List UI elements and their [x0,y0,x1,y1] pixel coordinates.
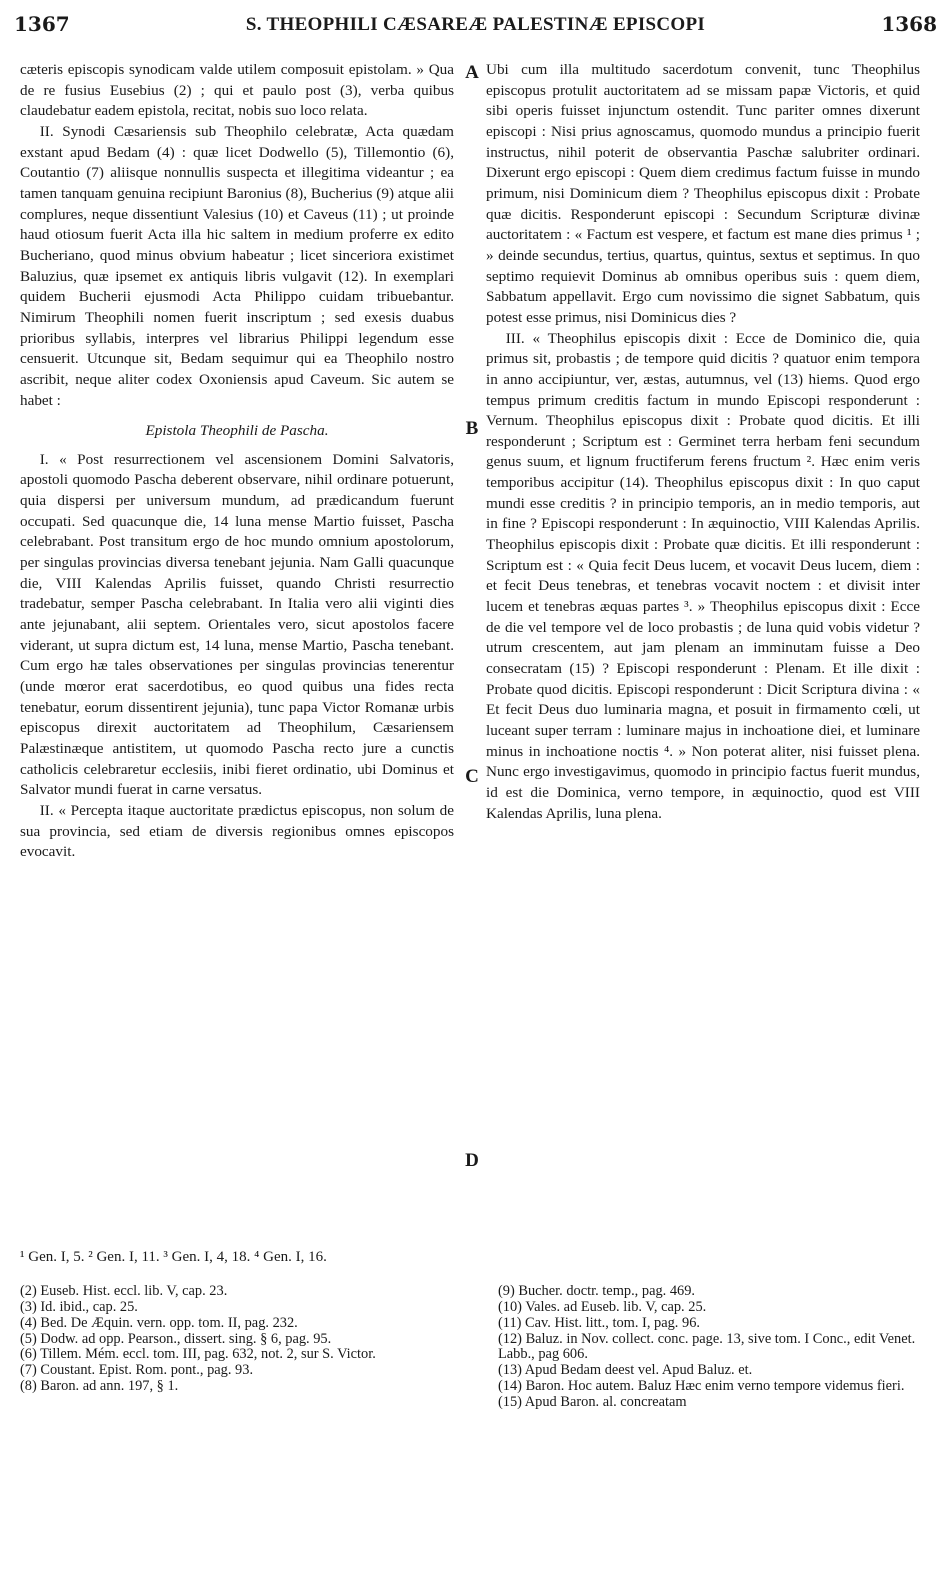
note-item: (13) Apud Bedam deest vel. Apud Baluz. et. [498,1362,753,1379]
page-number-left: 1367 [14,12,70,36]
note-item: (7) Coustant. Epist. Rom. pont., pag. 93. [20,1362,254,1379]
page-number-right: 1368 [881,12,937,36]
note-item: (4) Bed. De Æquin. vern. opp. tom. II, pag. 232. [20,1314,298,1331]
note-item: (10) Vales. ad Euseb. lib. V, cap. 25. [498,1298,707,1315]
note-item: (12) Baluz. in Nov. collect. conc. page. 13, sive tom. I Conc., edit Venet. Labb., pag 606. [498,1330,916,1363]
running-title: S. THEOPHILI CÆSAREÆ PALESTINÆ EPISCOPI [245,14,706,35]
note-item: (15) Apud Baron. al. concreatam [498,1393,687,1410]
margin-marker-d: D [465,1150,479,1171]
left-paragraph-3: I. « Post resurrectionem vel ascensionem Domini Salvatoris, apostoli quomodo Pascha deberent observare, nihil ordinare potuerunt, quia dispersi per universum mundum, ad prædicandum fuerunt occupati. Sed quacunque die, 14 luna mense Martio fuisset, Pascha celebrabant. Post transitum ergo de hoc mundo omnium apostolorum, per singulas provincias diversa tenebant jejunia. Nam Galli quacunque die, VIII Kalendas Aprilis fuisset, quando Christi resurrectio tradebatur, semper Pascha celebrabant. In Italia vero alii viginti dies ante jejunabant, alii septem. Orientales vero, sicut apostolos facere viderant, ut supra dictum est, 14 luna, mense Martio, Pascha tenebant. Cum ergo hæ tales observationes per singulas provincias tenerentur (unde mœror erat sacerdotibus, eo quod quibus una fides recta tenebatur, eorum dissentirent jejunia), tunc papa Victor Romanæ urbis episcopus direxit auctoritatem ad Theophilum, Cæsariensem Palæstinæque antistitem, ut quomodo Pascha recto jure a cunctis catholicis celebraretur ecclesiis, inibi fieret ordinatio, ubi Dominus et Salvator mundi fuerat in carne versatus. [20,450,454,799]
margin-marker-a: A [465,62,479,83]
left-paragraph-1: cæteris episcopis synodicam valde utilem composuit epistolam. » Qua de re fusius Eusebius (2) ; qui et paulo post (3), verba quibus claudebatur eadem epistola, recitat, nobis suo loco relata. [20,61,454,120]
left-paragraph-4: II. « Percepta itaque auctoritate prædictus episcopus, non solum de sua provincia, sed etiam de diversis regionibus omnes episcopos evocavit. [20,801,454,861]
left-paragraph-2: II. Synodi Cæsariensis sub Theophilo celebratæ, Acta quædam exstant apud Bedam (4) : quæ licet Dodwello (5), Tillemontio (6), Coutantio (7) aliisque nonnullis suspecta et illegitima videantur ; ea tamen tanquam genuina recipiunt Baronius (8), Bucherius (9) atque alii complures, neque dissentiunt Valesius (10) et Caveus (11) ; ut proinde haud otiosum fuerit Acta illa hic saltem in medium proferre ex edito Bucheriano, quod minus obvium habeatur ; licet sinceriora existimet Baluzius, quæ ipsemet ex antiquis libris vulgavit (12). In exemplari quidem Bucherii ejusmodi Acta Philippo cuidam tribuebantur. Nimirum Theophili nomen fuerit inscriptum ; sed exesis duabus prioribus syllabis, interpres vel librarius Philippi legendum esse censuerit. Utcunque sit, Bedam sequimur qui ea Theophilo nostro ascribit, neque aliter codex Oxoniensis apud Caveum. Sic autem se habet : [20,122,454,409]
right-paragraph-2: III. « Theophilus episcopis dixit : Ecce de Dominico die, quia primus sit, probastis ; de tempore quid dicitis ? quatuor enim tempora in anno accipiuntur, ver, æstas, autumnus, vel (13) hiems. Quod ergo tempus primum creditis factum in mundo Episcopi responderunt : Vernum. Theophilus episcopus dixit : Probate quod dicitis. Et illi responderunt ; Scriptum est : Germinet terra herbam feni secundum genus suum, et lignum fructiferum ferens fructum ². Hæc enim veris temporibus accipitur (14). Theophilus episcopus dixit : In quo caput mundi esse creditis ? in principio temporis, an in medio temporis, aut in fine ? Episcopi responderunt : In æquinoctio, VIII Kalendas Aprilis. Theophilus episcopis dixit : Probate quæ dicitis. Et illi responderunt : Scriptum est : « Quia fecit Deus lucem, et vocavit Deus lucem, diem : et fecit Deus tenebras, et tenebras vocavit noctem : et divisit inter lucem et tenebras æquas partes ³. » Theophilus episcopus dixit : Ecce de die vel tempore vel de loco probastis ; de luna quid vobis videtur ? utrum crescentem, aut jam plenam an imminutam fuisse a Deo consecratam (15) ? Episcopi responderunt : Plenam. Et ille dixit : Probate quod dicitis. Episcopi responderunt : Dicit Scriptura divina : « Et fecit Deus duo luminaria magna, et posuit in firmamento cœli, ut luceant super terram : luminare majus in inchoatione diei, et luminare minus in inchoatione noctis ⁴. » Non poterat aliter, nisi fuisset plena. Nunc ergo investigavimus, quomodo in principio factus fuerit mundus, id est die Dominica, verno tempore, in æquinoctio, quod est VIII Kalendas Aprilis, luna plena. [486,329,920,822]
notes-right [498,1284,938,1411]
section-title: Epistola Theophili de Pascha. [145,422,329,440]
note-item: (2) Euseb. Hist. eccl. lib. V, cap. 23. [20,1283,228,1299]
note-item: (14) Baron. Hoc autem. Baluz Hæc enim verno tempore videmus fieri. [498,1378,905,1395]
notes-left [20,1284,460,1395]
note-item: (5) Dodw. ad opp. Pearson., dissert. sing. § 6, pag. 95. [20,1330,332,1347]
note-item: (9) Bucher. doctr. temp., pag. 469. [498,1283,696,1299]
margin-marker-c: C [465,766,479,787]
right-column [486,60,920,1240]
left-column [20,60,454,1240]
note-item: (11) Cav. Hist. litt., tom. I, pag. 96. [498,1314,700,1331]
scripture-references: ¹ Gen. I, 5. ² Gen. I, 11. ³ Gen. I, 4, 18. ⁴ Gen. I, 16. [20,1249,327,1265]
running-header [0,10,951,42]
note-item: (8) Baron. ad ann. 197, § 1. [20,1378,179,1395]
right-paragraph-1: Ubi cum illa multitudo sacerdotum convenit, tunc Theophilus episcopus protulit auctoritatem ad se missam papæ Victoris, et quid sibi operis fuisset injunctum ostendit. Tunc pariter omnes dixerunt episcopi : Nisi prius agnoscamus, quomodo mundus a principio fuerit instructus, nihil poterit de observantia Paschæ salubriter ordinari. Dixerunt ergo episcopi : Quem diem credimus factum fuisse in mundo primum, nisi Dominicum diem ? Theophilus episcopus dixit : Probate quæ dicitis. Responderunt episcopi : Secundum Scripturæ divinæ auctoritatem : « Factum est vespere, et factum est mane dies primus ¹ ; » deinde secundus, tertius, quartus, quintus, sextus et septimus. In quo septimo requievit Dominus ab omnibus operibus suis : quem diem, Sabbatum appellavit. Ergo cum novissimo die signet Sabbatum, quis potest esse primus, nisi Dominicus dies ? [486,61,920,326]
note-item: (6) Tillem. Mém. eccl. tom. III, pag. 632, not. 2, sur S. Victor. [20,1346,376,1363]
margin-marker-b: B [465,418,479,439]
note-item: (3) Id. ibid., cap. 25. [20,1298,138,1315]
